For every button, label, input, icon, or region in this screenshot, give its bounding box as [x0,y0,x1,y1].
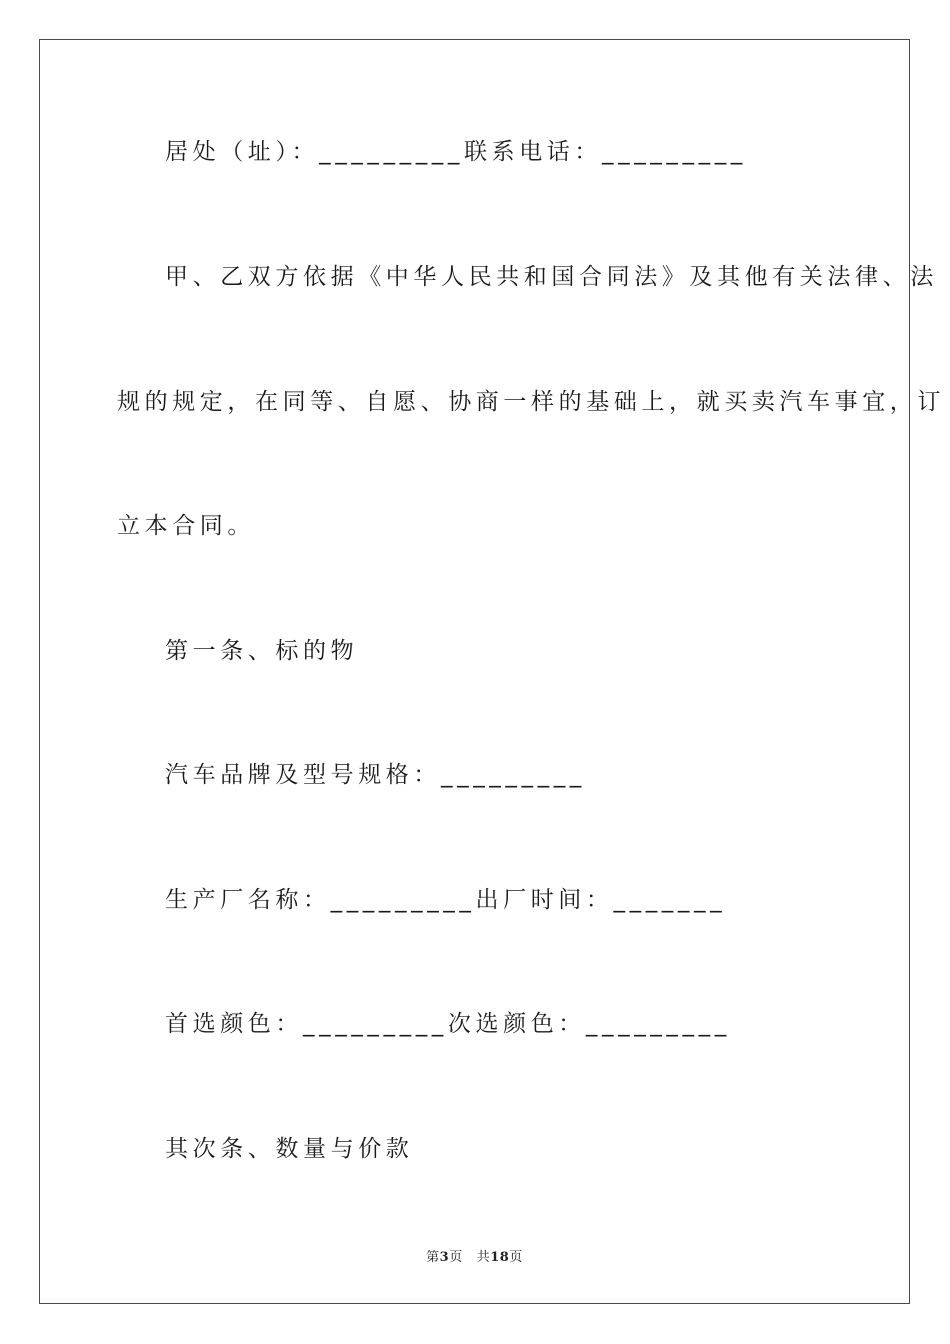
paragraph-line-1: 甲、乙双方依据《中华人民共和国合同法》及其他有关法律、法 [165,264,938,290]
footer-total-prefix: 共 [476,1250,491,1265]
color-line: 首选颜色：_________次选颜色：_________ [165,1011,731,1037]
section-heading-2: 其次条、数量与价款 [165,1136,414,1162]
paragraph-line-3: 立本合同。 [117,513,255,539]
section-heading-1: 第一条、标的物 [165,638,359,664]
page-footer [40,1246,909,1265]
footer-page-prefix: 第 [426,1250,440,1265]
paragraph-line-2: 规的规定，在同等、自愿、协商一样的基础上，就买卖汽车事宜，订 [117,389,945,415]
footer-total-pages: 18 [490,1250,510,1265]
footer-total-unit: 页 [509,1250,523,1265]
car-brand-model-line: 汽车品牌及型号规格：_________ [165,762,586,788]
address-phone-line: 居处（址）：_________联系电话：_________ [165,139,747,165]
page-frame [39,39,945,1304]
manufacturer-date-line: 生产厂名称：_________出厂时间：_______ [165,887,727,913]
footer-page-number: 3 [439,1250,450,1265]
footer-page-unit: 页 [449,1250,463,1265]
